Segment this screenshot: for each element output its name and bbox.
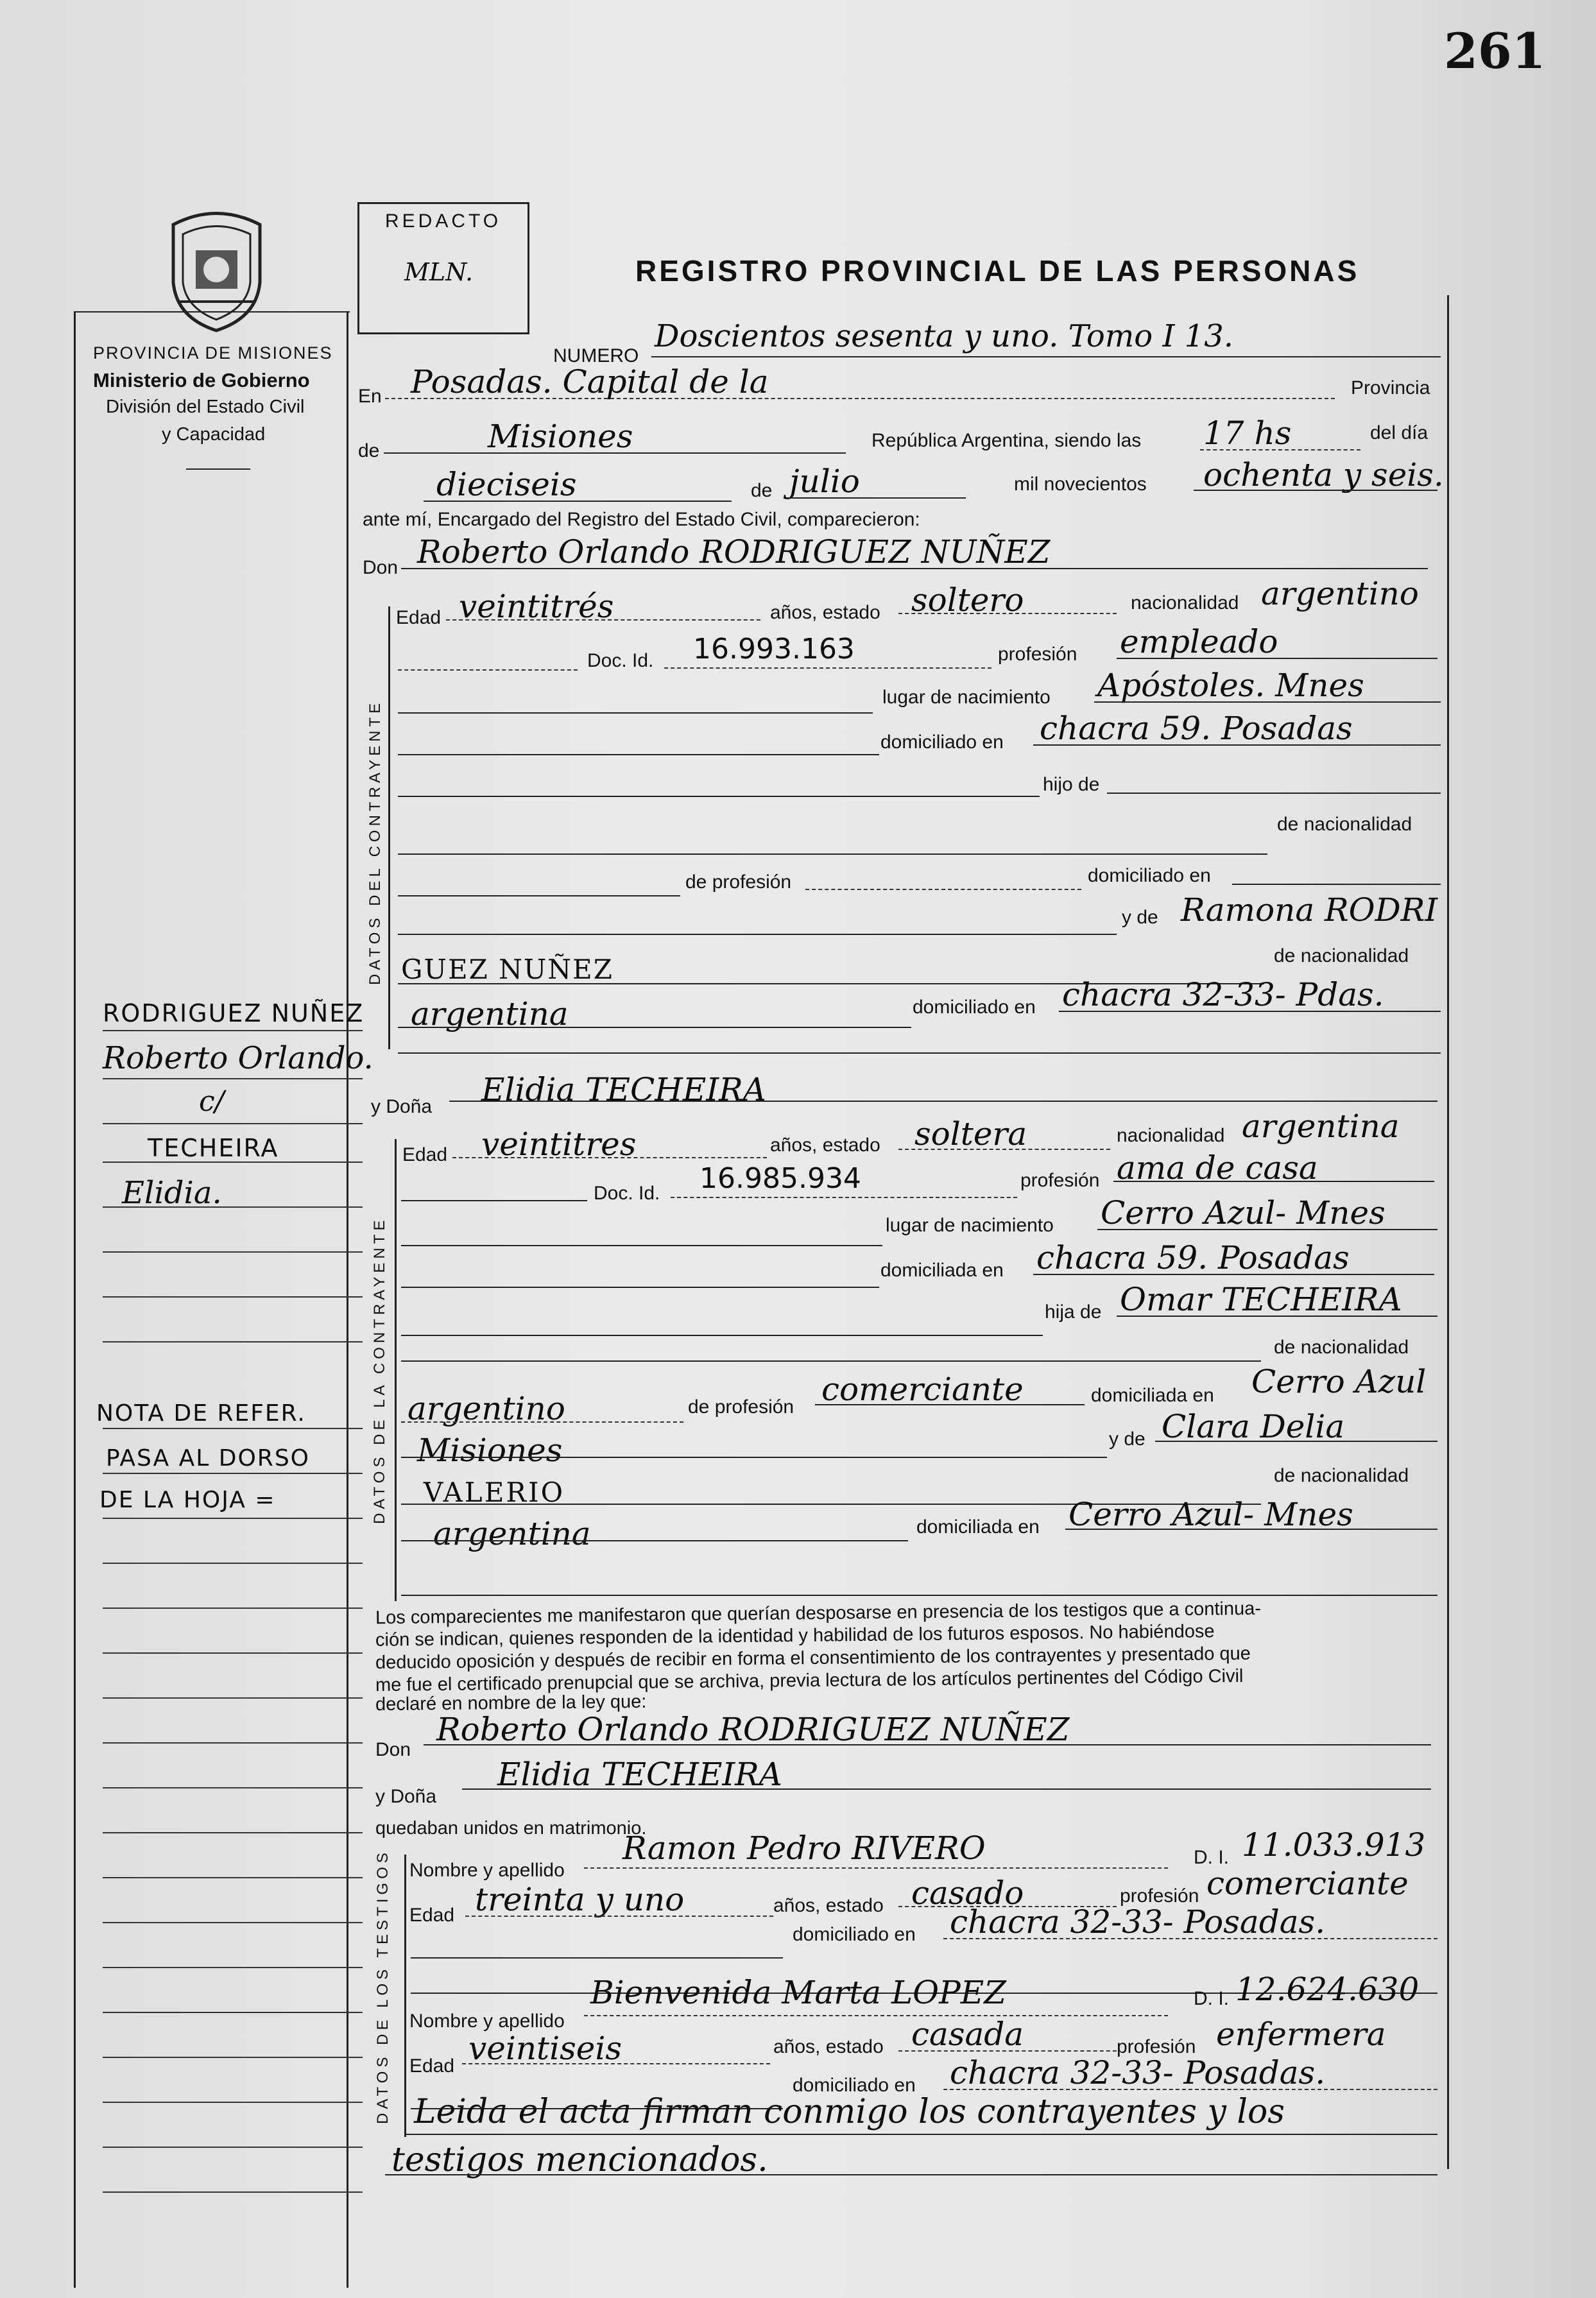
nacionalidad-value: argentino [1261, 575, 1419, 612]
t1-dom-value: chacra 32-33- Posadas. [950, 1903, 1326, 1941]
divider [186, 468, 250, 470]
province-label: PROVINCIA DE MISIONES [93, 343, 333, 363]
padre-dom-value-2: Misiones [417, 1432, 563, 1469]
closing-line-2: testigos mencionados. [391, 2141, 768, 2179]
edad-label: Edad [396, 607, 442, 628]
padre-prof-value: comerciante [821, 1371, 1024, 1408]
t1-nombre-value: Ramon Pedro RIVERO [622, 1830, 986, 1867]
don-value: Roberto Orlando RODRIGUEZ NUÑEZ [417, 533, 1051, 570]
t1-dom-line [943, 1938, 1437, 1939]
margin-rule-18 [103, 1832, 363, 1833]
margin-rule-15 [103, 1697, 363, 1699]
t1-di-value: 11.033.913 [1242, 1826, 1426, 1864]
hijo-line [1107, 793, 1441, 794]
domiciliado-label-3: domiciliado en [913, 997, 1036, 1018]
hora-value: 17 hs [1203, 415, 1292, 452]
madre-f-value: Clara Delia [1162, 1408, 1345, 1445]
lugar-f-line [1097, 1229, 1437, 1230]
paragraph-line-4: me fue el certificado prenupcial que se archiva, previa lectura de los artículos pertinentes del Código Civil [375, 1665, 1244, 1696]
margin-rule-3 [103, 1123, 363, 1124]
margin-rule-4 [103, 1162, 363, 1163]
domiciliada-label-3: domiciliada en [916, 1516, 1040, 1538]
t1-edad-label: Edad [409, 1905, 455, 1926]
closing-rule-2 [385, 2174, 1437, 2175]
madre-f-line [1155, 1441, 1437, 1442]
doc-value: 16.993.163 [693, 633, 855, 665]
doc-f-label: Doc. Id. [594, 1183, 660, 1204]
mes-value: julio [789, 463, 860, 500]
margin-rule-5 [103, 1206, 363, 1208]
margin-rule-2 [103, 1078, 363, 1079]
edad-f-label: Edad [402, 1144, 448, 1165]
de-nacionalidad-label-1: de nacionalidad [1277, 814, 1412, 835]
padre-nac-value: argentino [408, 1390, 565, 1427]
de-profesion-label-1: de profesión [685, 871, 792, 893]
paragraph-line-5: declaré en nombre de la ley que: [375, 1691, 647, 1715]
t2-profesion-label: profesión [1117, 2036, 1196, 2057]
margin-rule-1 [103, 1030, 363, 1031]
mes-line [786, 497, 966, 499]
document-title: REGISTRO PROVINCIAL DE LAS PERSONAS [635, 254, 1360, 287]
numero-value: Doscientos sesenta y uno. Tomo I 13. [655, 318, 1233, 354]
margin-rule-11 [103, 1518, 363, 1519]
t2-dom-line [943, 2089, 1437, 2090]
anio-value: ochenta y seis. [1203, 456, 1444, 493]
padre-f-value: Omar TECHEIRA [1120, 1281, 1402, 1318]
contrayenta-rule [395, 1139, 397, 1601]
estado-value: soltero [911, 581, 1024, 619]
profesion-value: empleado [1120, 623, 1278, 660]
de-label: de [358, 440, 380, 461]
top-rule [74, 311, 350, 313]
lugar-f-label: lugar de nacimiento [886, 1215, 1054, 1236]
t2-edad-value: veintiseis [468, 2030, 622, 2067]
t2-di-value: 12.624.630 [1235, 1971, 1420, 2008]
doc-line-left [398, 669, 578, 671]
t2-nombre-line [584, 2015, 1168, 2016]
en-label: En [358, 386, 382, 407]
dom-f-line-left [401, 1287, 879, 1288]
lugar-nac-value: Apóstoles. Mnes [1097, 667, 1364, 704]
padre-f-line [1117, 1316, 1437, 1317]
prof-f-value: ama de casa [1117, 1149, 1318, 1187]
y-de-label-1: y de [1122, 907, 1158, 928]
right-rule [1447, 295, 1449, 2169]
t2-nombre-value: Bienvenida Marta LOPEZ [590, 1974, 1007, 2011]
padre-nac-line [401, 1421, 683, 1423]
de-profesion-f-label: de profesión [688, 1396, 794, 1418]
decl-dona-value: Elidia TECHEIRA [497, 1756, 782, 1793]
del-dia-label: del día [1370, 422, 1429, 443]
nac-f-line-1 [401, 1360, 1261, 1362]
edad-f-line [452, 1157, 767, 1158]
t2-nombre-label: Nombre y apellido [409, 2011, 565, 2032]
paragraph-line-1: Los comparecientes me manifestaron que querían desposarse en presencia de los testigos que a continua- [375, 1598, 1262, 1629]
redacto-label: REDACTO [385, 210, 502, 232]
lugar-nac-label: lugar de nacimiento [882, 687, 1051, 708]
numero-line [651, 356, 1441, 357]
ministry-label: Ministerio de Gobierno [93, 369, 310, 391]
republica-label: República Argentina, siendo las [871, 430, 1142, 451]
madre-f-dom-value: Cerro Azul- Mnes [1068, 1496, 1353, 1533]
margin-rule-22 [103, 2012, 363, 2013]
testigos-section-label: DATOS DE LOS TESTIGOS [374, 1849, 391, 2124]
page-number: 261 [1444, 22, 1546, 80]
prof-f-line [1113, 1181, 1434, 1182]
margin-rule-12 [103, 1563, 363, 1564]
closing-line-1: Leida el acta firman conmigo los contrayentes y los [414, 2093, 1285, 2131]
division-label-2: y Capacidad [162, 424, 266, 445]
anio-line [1194, 490, 1437, 491]
madre-line-left [398, 934, 1117, 935]
margin-rule-26 [103, 2191, 363, 2193]
doc-f-line-left [401, 1200, 587, 1201]
t2-domiciliado-label: domiciliado en [793, 2075, 916, 2096]
anos-estado-label: años, estado [770, 602, 880, 623]
madre-f-nac-value: argentina [433, 1515, 591, 1552]
closing-rule-1 [404, 2134, 1437, 2135]
doc-f-line [671, 1197, 1017, 1198]
t1-anos-estado-label: años, estado [773, 1895, 884, 1916]
y-dona-label: y Doña [371, 1096, 433, 1117]
hijo-line-left [398, 796, 1040, 797]
edad-f-value: veintitres [481, 1126, 637, 1163]
hijo-de-label: hijo de [1043, 774, 1100, 795]
dia-value: dieciseis [436, 466, 577, 503]
padre-prof-line [805, 889, 1081, 890]
margin-rule-23 [103, 2057, 363, 2058]
t1-dom-line-left [411, 1957, 783, 1959]
paragraph-line-3: deducido oposición y después de recibir en forma el consentimiento de los contrayentes y presentado que [375, 1643, 1251, 1674]
madre-f-nac-line [401, 1540, 908, 1541]
estado-f-line [898, 1149, 1110, 1150]
provincia-label: Provincia [1351, 377, 1430, 399]
de-nacionalidad-f-label-2: de nacionalidad [1274, 1465, 1409, 1486]
margin-rule-20 [103, 1922, 363, 1923]
t1-edad-value: treinta y uno [475, 1881, 685, 1918]
contrayente-end-line [398, 1052, 1441, 1054]
margin-given-name-2: Elidia. [122, 1175, 222, 1211]
lugar-line-left [398, 712, 873, 714]
madre-f-value-2: VALERIO [424, 1477, 565, 1508]
provincia-value: Misiones [488, 418, 633, 455]
don-line [401, 568, 1428, 569]
margin-rule-25 [103, 2147, 363, 2148]
paragraph-line-2: ción se indican, quienes responden de la identidad y habilidad de los futuros esposos. No habiéndose [375, 1621, 1215, 1651]
t2-prof-value: enfermera [1216, 2016, 1386, 2053]
quedaban-label: quedaban unidos en matrimonio. [375, 1818, 647, 1839]
nacionalidad-label: nacionalidad [1131, 592, 1239, 613]
dom-line-left [398, 754, 879, 755]
nac-f-value: argentina [1242, 1108, 1400, 1145]
contrayente-section-label: DATOS DEL CONTRAYENTE [366, 699, 384, 985]
dona-value: Elidia TECHEIRA [481, 1071, 766, 1108]
provincia-line [384, 452, 846, 454]
margin-note-1: NOTA DE REFER. [96, 1400, 306, 1427]
hija-line-left [401, 1335, 1043, 1336]
left-margin-rule [74, 311, 76, 2288]
t2-edad-line [462, 2063, 770, 2064]
margin-rule-19 [103, 1877, 363, 1878]
domicilio-line [1033, 744, 1441, 746]
dom-f-line [1033, 1274, 1434, 1275]
decl-dona-label: y Doña [375, 1786, 437, 1807]
padre-dom-value: Cerro Azul [1251, 1363, 1427, 1400]
profesion-line [1117, 658, 1437, 659]
contrayenta-end-line [401, 1595, 1437, 1596]
profesion-f-label: profesión [1020, 1170, 1100, 1191]
doc-line [664, 667, 991, 669]
mil-label: mil novecientos [1014, 474, 1147, 495]
madre-dom-line [1059, 1011, 1441, 1012]
madre-dom-value: chacra 32-33- Pdas. [1062, 976, 1384, 1013]
t2-di-label: D. I. [1194, 1988, 1230, 2009]
margin-c-con: c/ [199, 1085, 225, 1118]
don-label: Don [363, 557, 399, 578]
dona-line [449, 1101, 1437, 1102]
de-nacionalidad-label-2: de nacionalidad [1274, 945, 1409, 966]
t1-nombre-label: Nombre y apellido [409, 1860, 565, 1881]
margin-rule-13 [103, 1608, 363, 1609]
edad-line [446, 619, 760, 621]
t1-edad-line [465, 1916, 773, 1917]
ante-label: ante mí, Encargado del Registro del Estado Civil, comparecieron: [363, 509, 920, 530]
doc-label: Doc. Id. [587, 650, 654, 671]
margin-surname: RODRIGUEZ NUÑEZ [103, 999, 365, 1027]
hora-line [1200, 449, 1360, 450]
t1-domiciliado-label: domiciliado en [793, 1924, 916, 1945]
anos-estado-f-label: años, estado [770, 1135, 880, 1156]
en-value: Posadas. Capital de la [411, 363, 769, 400]
nacionalidad-f-label: nacionalidad [1117, 1125, 1225, 1146]
decl-don-label: Don [375, 1739, 411, 1760]
t1-estado-value: casado [911, 1874, 1024, 1912]
t2-edad-label: Edad [409, 2055, 455, 2077]
margin-rule-6 [103, 1251, 363, 1253]
contrayente-rule [388, 606, 390, 1049]
contrayenta-section-label: DATOS DE LA CONTRAYENTE [371, 1216, 388, 1524]
decl-dona-line [462, 1788, 1431, 1790]
t2-estado-value: casada [911, 2016, 1024, 2053]
madre-value: Ramona RODRI [1181, 891, 1438, 929]
numero-label: NUMERO [553, 345, 639, 366]
t2-dom-value: chacra 32-33- Posadas. [950, 2054, 1326, 2091]
margin-rule-24 [103, 2102, 363, 2103]
margin-given-name: Roberto Orlando. [103, 1040, 373, 1076]
t1-prof-value: comerciante [1206, 1865, 1409, 1902]
nacionalidad-line-1 [398, 853, 1267, 855]
y-de-label-2: y de [1109, 1428, 1146, 1450]
margin-rule-10 [103, 1473, 363, 1474]
margin-rule-21 [103, 1967, 363, 1968]
margin-rule-14 [103, 1652, 363, 1654]
domiciliada-label: domiciliada en [880, 1260, 1004, 1281]
hija-de-label: hija de [1045, 1301, 1102, 1323]
lugar-f-line-left [401, 1245, 882, 1246]
madre-value-2: GUEZ NUÑEZ [401, 954, 614, 985]
lugar-f-value: Cerro Azul- Mnes [1101, 1194, 1386, 1231]
doc-f-value: 16.985.934 [699, 1162, 861, 1195]
stamp-initials: MLN. [404, 258, 474, 286]
en-line [385, 398, 1335, 399]
t2-anos-estado-label: años, estado [773, 2036, 884, 2057]
profesion-label: profesión [998, 644, 1077, 665]
margin-note-2: PASA AL DORSO [106, 1445, 311, 1471]
lugar-line [1094, 701, 1441, 703]
margin-surname-2: TECHEIRA [148, 1134, 279, 1162]
decl-don-line [424, 1744, 1431, 1745]
madre-f-dom-line [1065, 1529, 1437, 1530]
padre-dom-line [1232, 884, 1441, 885]
madre-nac-value: argentina [411, 995, 569, 1033]
de2-label: de [751, 480, 773, 501]
margin-note-3: DE LA HOJA = [99, 1487, 276, 1513]
margin-rule-7 [103, 1296, 363, 1298]
provincial-seal-icon [160, 205, 273, 334]
margin-rule-16 [103, 1742, 363, 1744]
testigos-rule [404, 1855, 406, 2137]
padre-prof-line-left [398, 895, 680, 896]
division-label: División del Estado Civil [106, 397, 305, 417]
padre-prof-f-line [815, 1404, 1085, 1405]
t1-di-label: D. I. [1194, 1847, 1230, 1868]
dom-f-value: chacra 59. Posadas [1036, 1239, 1350, 1276]
estado-line [898, 613, 1117, 614]
decl-don-value: Roberto Orlando RODRIGUEZ NUÑEZ [436, 1711, 1070, 1748]
estado-f-value: soltera [914, 1115, 1027, 1153]
domiciliado-label: domiciliado en [880, 732, 1004, 753]
t2-estado-line [898, 2050, 1117, 2052]
padre-dom-line-2 [401, 1457, 1107, 1458]
margin-rule-17 [103, 1787, 363, 1788]
center-rule [347, 311, 348, 2288]
de-nacionalidad-f-label-1: de nacionalidad [1274, 1337, 1409, 1358]
margin-rule-9 [103, 1428, 363, 1429]
domiciliado-label-2: domiciliado en [1088, 865, 1211, 886]
t1-nombre-line [584, 1867, 1168, 1869]
domicilio-value: chacra 59. Posadas [1040, 710, 1353, 747]
madre-nac-line [398, 1027, 911, 1028]
margin-rule-8 [103, 1341, 363, 1342]
dia-line [424, 501, 732, 502]
domiciliada-label-2: domiciliada en [1091, 1385, 1214, 1406]
edad-value: veintitrés [459, 588, 614, 625]
t1-profesion-label: profesión [1120, 1885, 1199, 1907]
